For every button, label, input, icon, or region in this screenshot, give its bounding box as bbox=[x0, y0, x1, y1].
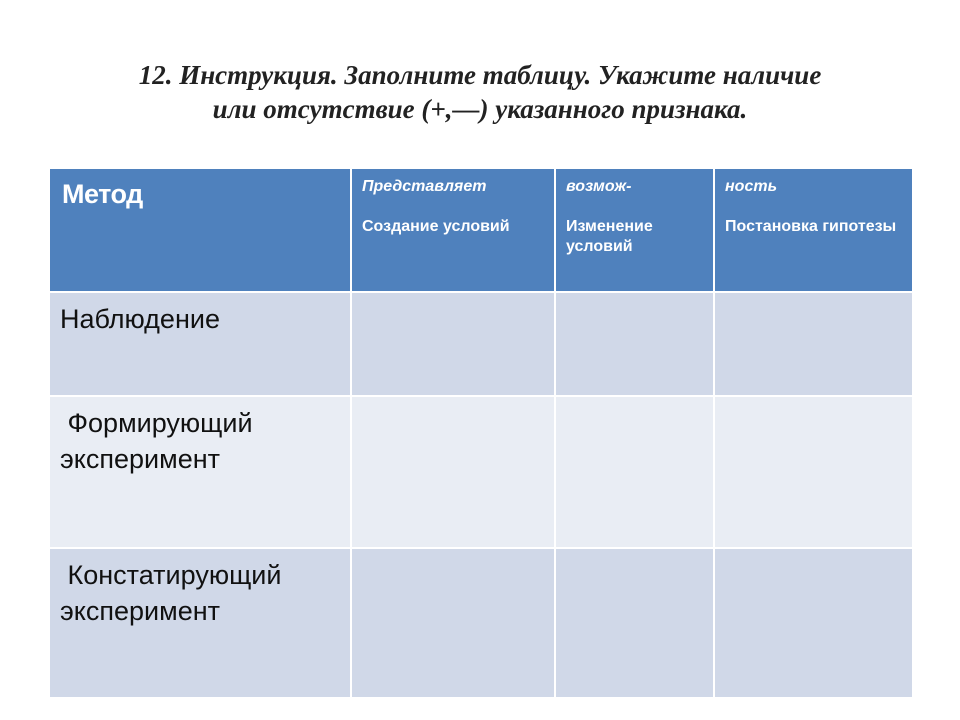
header-method bbox=[49, 168, 351, 292]
table-row bbox=[49, 548, 913, 698]
table-cell[interactable] bbox=[714, 396, 913, 548]
header-col-2-bottom: Изменение условий bbox=[566, 218, 653, 255]
row-label-ascertaining: Констатирующий эксперимент bbox=[60, 560, 289, 626]
table-cell[interactable] bbox=[351, 548, 555, 698]
header-col-1-top: Представляет bbox=[362, 178, 487, 195]
title-line-1: 12. Инструкция. Заполните таблицу. Укажите наличие bbox=[138, 60, 822, 90]
header-col-2-top: возмож- bbox=[566, 178, 632, 195]
header-col-3-top: ность bbox=[725, 178, 778, 195]
table-cell[interactable] bbox=[351, 292, 555, 396]
table-row bbox=[49, 396, 913, 548]
header-col-1 bbox=[351, 168, 555, 292]
header-col-1-bottom: Создание условий bbox=[362, 218, 510, 235]
methods-table bbox=[48, 167, 914, 699]
table-row bbox=[49, 292, 913, 396]
table-cell[interactable] bbox=[351, 396, 555, 548]
table-cell[interactable] bbox=[714, 292, 913, 396]
header-method-label: Метод bbox=[62, 179, 143, 209]
title-line-2: или отсутствие (+,—) указанного признака. bbox=[212, 94, 748, 124]
table-cell[interactable] bbox=[555, 292, 714, 396]
header-col-3-bottom: Постановка гипотезы bbox=[725, 218, 897, 235]
table-header-row bbox=[49, 168, 913, 292]
header-col-3 bbox=[714, 168, 913, 292]
table-cell[interactable] bbox=[555, 548, 714, 698]
row-label-formative: Формирующий эксперимент bbox=[60, 408, 261, 474]
header-col-2 bbox=[555, 168, 714, 292]
table-cell[interactable] bbox=[714, 548, 913, 698]
table-cell[interactable] bbox=[555, 396, 714, 548]
row-label-observation: Наблюдение bbox=[60, 304, 220, 334]
instruction-title bbox=[40, 58, 920, 126]
